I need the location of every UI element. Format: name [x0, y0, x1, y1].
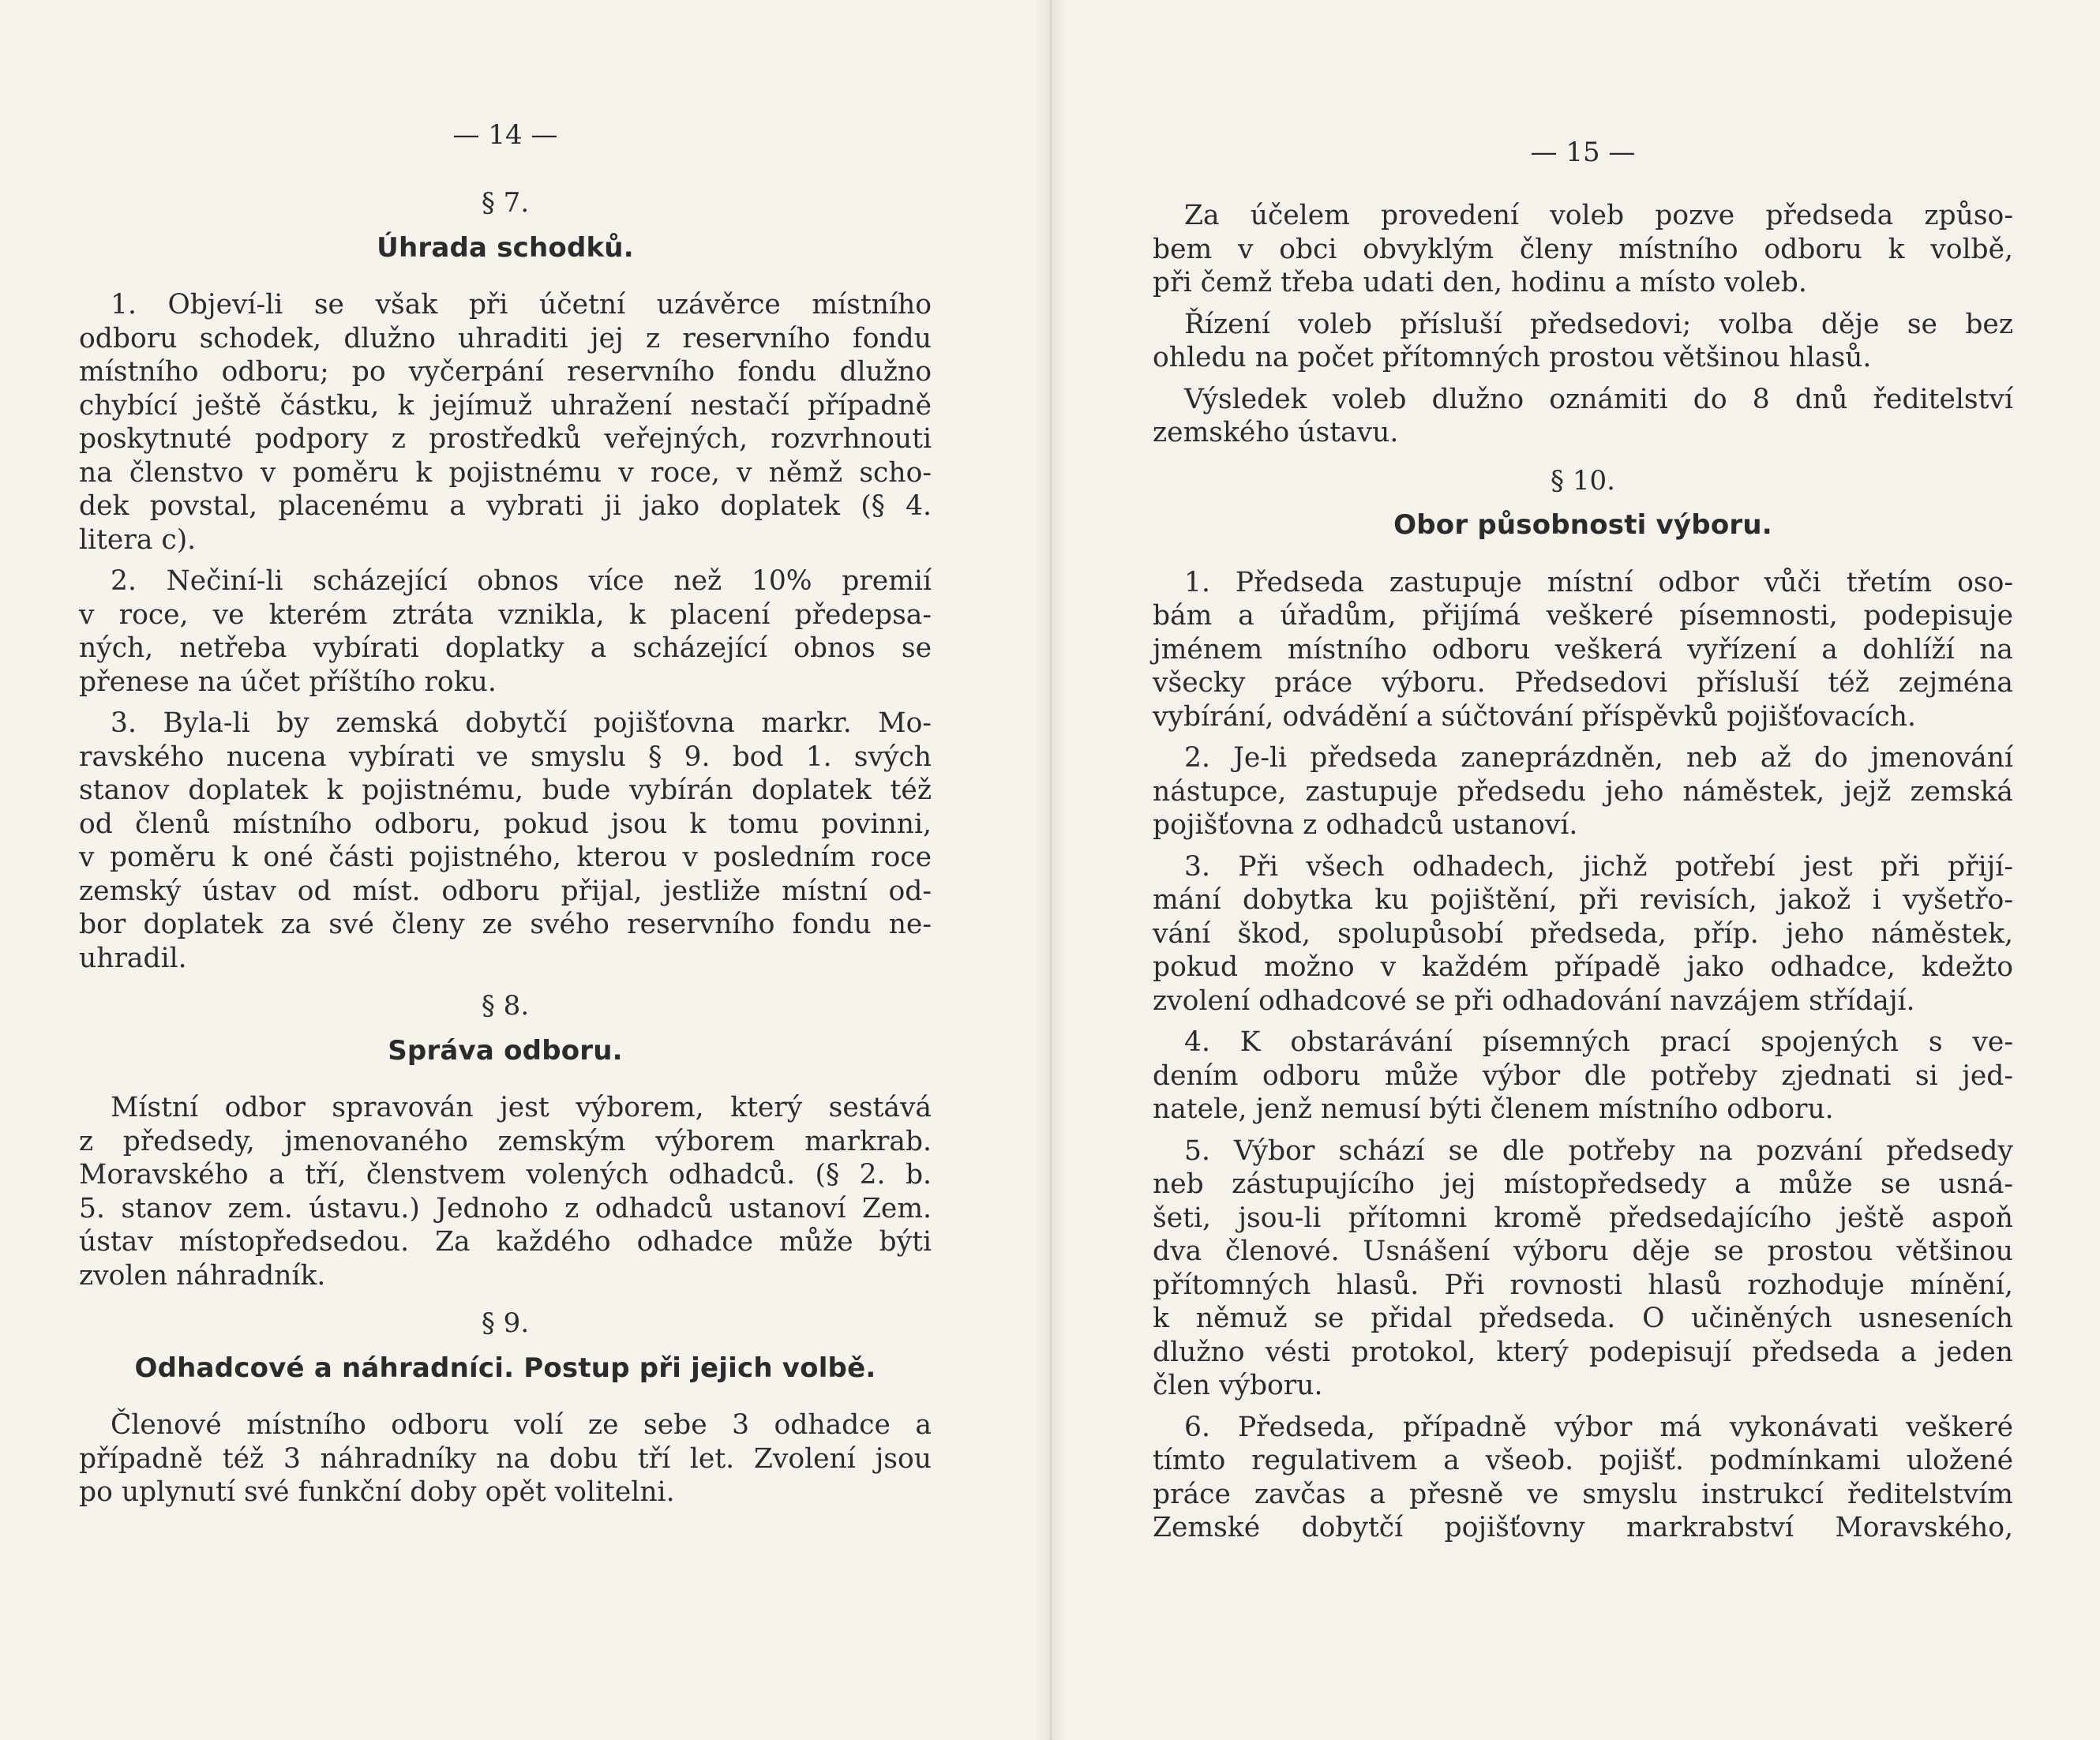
text-line: 4. K obstarávání písemných prací spojených s ve- [1184, 1026, 2013, 1058]
text-line: Za účelem provedení voleb pozve předseda způso- [1184, 200, 2013, 231]
text-line: na členstvo v poměru k pojistnému v roce, v němž scho- [79, 456, 932, 489]
text-line: stanov doplatek k pojistnému, bude vybírán doplatek též [79, 774, 932, 806]
text-line: místního odboru; po vyčerpání reservního fondu dlužno [79, 356, 932, 388]
text-line: bem v obci obvyklým členy místního odboru k volbě, [1153, 233, 2013, 265]
text-line: ravského nucena vybírati ve smyslu § 9. bod 1. svých [79, 741, 932, 773]
text-line: z předsedy, jmenovaného zemským výborem markrab. [79, 1125, 932, 1157]
text-line: odboru schodek, dlužno uhraditi jej z reservního fondu [79, 322, 932, 354]
section-7 [79, 186, 932, 975]
text-line: litera c). [79, 523, 197, 556]
right-page [1050, 0, 2100, 1740]
section-heading: Odhadcové a náhradníci. Postup při jejich volbě. [134, 1352, 876, 1384]
text-line: od členů místního odboru, pokud jsou k tomu povinni, [79, 808, 932, 840]
paragraph [1153, 850, 2013, 1018]
text-line: práce zavčas a přesně ve smyslu instrukcí ředitelstvím [1153, 1478, 2013, 1510]
text-line: dek povstal, placenému a vybrati ji jako doplatek (§ 4. [79, 490, 932, 522]
text-line: šeti, jsou-li přítomni kromě předsedajícího ještě aspoň [1153, 1202, 2013, 1234]
text-line: případně též 3 náhradníky na dobu tří let. Zvolení jsou [79, 1442, 932, 1475]
text-line: 5. Výbor schází se dle potřeby na pozvání předsedy [1184, 1134, 2013, 1167]
book-gutter [1034, 0, 1067, 1740]
text-line: dením odboru může výbor dle potřeby zjednati si jed- [1153, 1059, 2013, 1092]
section-number: § 9. [481, 1307, 530, 1339]
text-line: vybírání, odvádění a súčtování příspěvků pojišťovacích. [1153, 700, 1916, 733]
paragraph [79, 288, 932, 557]
text-line: Moravského a tří, členstvem volených odhadců. (§ 2. b. [79, 1159, 932, 1191]
text-line: Místní odbor spravován jest výborem, který sestává [111, 1092, 932, 1123]
text-line: vání škod, spolupůsobí předseda, příp. jeho náměstek, [1153, 917, 2013, 950]
text-line: 2. Je-li předseda zaneprázdněn, neb až do jmenování [1184, 742, 2013, 774]
text-line: mání dobytka ku pojištění, při revisích, jakož i vyšetřo- [1153, 884, 2013, 916]
text-line: neb zástupujícího jej místopředsedy a může se usná- [1153, 1168, 2013, 1200]
text-line: ohledu na počet přítomných prostou většinou hlasů. [1153, 342, 1872, 373]
text-line: poskytnuté podpory z prostředků veřejných, rozvrhnouti [79, 423, 932, 455]
page-number: — 14 — [452, 119, 558, 151]
section-heading: Obor působnosti výboru. [1393, 509, 1772, 541]
text-line: 5. stanov zem. ústavu.) Jednoho z odhadců ustanoví Zem. [79, 1192, 932, 1224]
paragraph [79, 1408, 932, 1509]
paragraph [79, 707, 932, 975]
text-line: 1. Objeví-li se však při účetní uzávěrce místního [111, 289, 932, 321]
text-line: Zemské dobytčí pojišťovny markrabství Moravského, [1153, 1512, 2013, 1543]
paragraph [1153, 1411, 2013, 1545]
text-line: pokud možno v každém případě jako odhadce, kdežto [1153, 951, 2013, 983]
right-page-text [1153, 136, 2013, 1553]
text-line: 3. Při všech odhadech, jichž potřebí jest při přijí- [1184, 850, 2013, 883]
text-line: pojišťovna z odhadců ustanoví. [1153, 809, 1578, 841]
section-number: § 10. [1551, 464, 1615, 497]
section-8 [79, 989, 932, 1292]
section-heading: Správa odboru. [388, 1034, 623, 1067]
section-9 [79, 1307, 932, 1509]
text-line: všecky práce výboru. Předsedovi přísluší též zejména [1153, 667, 2013, 699]
text-line: bor doplatek za své členy ze svého reservního fondu ne- [79, 909, 932, 940]
text-line: 2. Nečiní-li scházející obnos více než 10% premií [111, 565, 932, 597]
text-line: Výsledek voleb dlužno oznámiti do 8 dnů ředitelství [1184, 383, 2013, 415]
text-line: 1. Předseda zastupuje místní odbor vůči třetím oso- [1184, 566, 2013, 598]
paragraph [1153, 383, 2013, 450]
paragraph [79, 564, 932, 699]
paragraph [1153, 1026, 2013, 1127]
paragraph [1153, 741, 2013, 842]
text-line: k němuž se přidal předseda. O učiněných usneseních [1153, 1303, 2013, 1334]
left-page-text [79, 118, 932, 1517]
text-line: tímto regulativem a všeob. pojišť. podmínkami uložené [1153, 1445, 2013, 1476]
text-line: jménem místního odboru veškerá vyřízení a dohlíží na [1153, 633, 2013, 666]
text-line: Členové místního odboru volí ze sebe 3 odhadce a [111, 1409, 932, 1441]
text-line: natele, jenž nemusí býti členem místního odboru. [1153, 1093, 1834, 1125]
paragraph [1153, 199, 2013, 300]
text-line: v poměru k oné části pojistného, kterou v posledním roce [79, 842, 932, 873]
text-line: člen výboru. [1153, 1370, 1323, 1401]
paragraph [1153, 308, 2013, 375]
paragraph [1153, 566, 2013, 734]
section-10 [1153, 464, 2013, 1545]
text-line: 3. Byla-li by zemská dobytčí pojišťovna markr. Mo- [111, 707, 932, 739]
text-line: nástupce, zastupuje předsedu jeho náměstek, jejž zemská [1153, 775, 2013, 808]
text-line: Řízení voleb přísluší předsedovi; volba děje se bez [1184, 308, 2013, 340]
section-number: § 7. [481, 187, 530, 219]
text-line: 6. Předseda, případně výbor má vykonávati veškeré [1184, 1411, 2013, 1443]
text-line: ústav místopředsedou. Za každého odhadce může býti [79, 1226, 932, 1258]
text-line: ných, netřeba vybírati doplatky a scházející obnos se [79, 632, 932, 664]
text-line: zvolení odhadcové se při odhadování navzájem střídají. [1153, 984, 1915, 1017]
text-line: při čemž třeba udati den, hodinu a místo voleb. [1153, 267, 1807, 298]
section-number: § 8. [481, 990, 530, 1022]
text-line: zemský ústav od míst. odboru přijal, jestliže místní od- [79, 875, 932, 907]
paragraph [1153, 1134, 2013, 1403]
text-line: dva členové. Usnášení výboru děje se prostou většinou [1153, 1236, 2013, 1267]
text-line: chybící ještě částku, k jejímuž uhražení nestačí případně [79, 389, 932, 422]
paragraph [79, 1091, 932, 1292]
text-line: uhradil. [79, 942, 187, 974]
text-line: po uplynutí své funkční doby opět volitelni. [79, 1476, 675, 1508]
text-line: přítomných hlasů. Při rovnosti hlasů rozhoduje mínění, [1153, 1269, 2013, 1301]
page-number: — 15 — [1530, 137, 1636, 168]
text-line: v roce, ve kterém ztráta vznikla, k placení předepsa- [79, 598, 932, 631]
text-line: bám a úřadům, přijímá veškeré písemnosti, podepisuje [1153, 600, 2013, 632]
text-line: dlužno vésti protokol, který podepisují předseda a jeden [1153, 1336, 2013, 1368]
section-heading: Úhrada schodků. [377, 231, 634, 264]
text-line: zvolen náhradník. [79, 1259, 326, 1292]
text-line: přenese na účet příštího roku. [79, 666, 497, 698]
text-line: zemského ústavu. [1153, 417, 1399, 448]
section-9-continued [1153, 199, 2013, 450]
